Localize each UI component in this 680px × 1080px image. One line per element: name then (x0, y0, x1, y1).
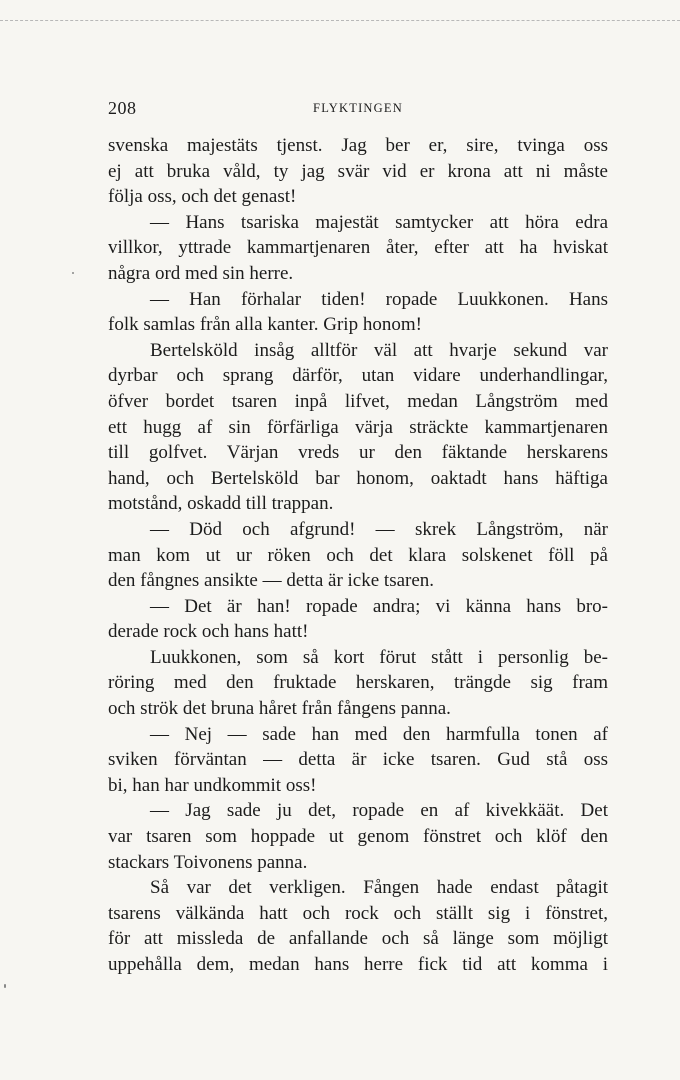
text-line: villkor, yttrade kammartjenaren åter, efter att ha hviskat (108, 237, 608, 259)
text-line: man kom ut ur röken och det klara solskenet föll på (108, 544, 608, 566)
text-line: öfver bordet tsaren inpå lifvet, medan Långström med (108, 390, 608, 412)
text-line: ej att bruka våld, ty jag svär vid er krona att ni måste (108, 160, 608, 182)
text-line: — Hans tsariska majestät samtycker att höra edra (150, 211, 608, 233)
text-line: hand, och Bertelsköld bar honom, oaktadt hans häftiga (108, 467, 608, 489)
text-line: folk samlas från alla kanter. Grip honom! (108, 314, 422, 336)
text-line: sviken förväntan — detta är icke tsaren. Gud stå oss (108, 749, 608, 771)
text-line: dyrbar och sprang därför, utan vidare underhandlingar, (108, 365, 608, 387)
text-line: — Nej — sade han med den harmfulla tonen af (150, 723, 608, 745)
text-line: följa oss, och det genast! (108, 186, 297, 208)
scan-speck (72, 272, 74, 274)
top-scan-rule (0, 20, 680, 21)
text-line: derade rock och hans hatt! (108, 621, 309, 643)
text-line: tsarens välkända hatt och rock och ställt sig i fönstret, (108, 902, 608, 924)
text-line: — Jag sade ju det, ropade en af kivekkäät. Det (150, 800, 608, 822)
text-line: motstånd, oskadd till trappan. (108, 493, 334, 515)
body-text (108, 133, 608, 978)
text-line: uppehålla dem, medan hans herre fick tid att komma i (108, 954, 608, 975)
text-line: den fångnes ansikte — detta är icke tsaren. (108, 570, 435, 592)
text-line: röring med den fruktade herskaren, trängde sig fram (108, 672, 608, 694)
text-line: — Han förhalar tiden! ropade Luukkonen. Hans (150, 288, 608, 310)
text-line: till golfvet. Värjan vreds ur den fäktande herskarens (108, 442, 608, 464)
text-line: Luukkonen, som så kort förut stått i personlig be- (150, 646, 608, 668)
text-line: svenska majestäts tjenst. Jag ber er, sire, tvinga oss (108, 135, 608, 156)
text-line: var tsaren som hoppade ut genom fönstret och klöf den (108, 826, 608, 848)
text-line: — Det är han! ropade andra; vi känna hans bro- (150, 595, 608, 617)
text-line: och strök det bruna håret från fångens panna. (108, 698, 451, 720)
scan-speck (4, 984, 6, 988)
text-line: Så var det verkligen. Fången hade endast påtagit (150, 877, 608, 899)
running-title: FLYKTINGEN (313, 101, 403, 115)
text-line: — Död och afgrund! — skrek Långström, när (150, 518, 608, 540)
text-line: ett hugg af sin förfärliga värja sträckte kammartjenaren (108, 416, 608, 438)
text-line: för att missleda de anfallande och så länge som möjligt (108, 928, 608, 950)
text-line: bi, han har undkommit oss! (108, 774, 317, 796)
page-header (108, 98, 608, 120)
text-line: Bertelsköld insåg alltför väl att hvarje sekund var (150, 339, 608, 361)
text-line: stackars Toivonens panna. (108, 851, 308, 873)
page-number: 208 (108, 98, 137, 118)
text-line: några ord med sin herre. (108, 262, 294, 284)
